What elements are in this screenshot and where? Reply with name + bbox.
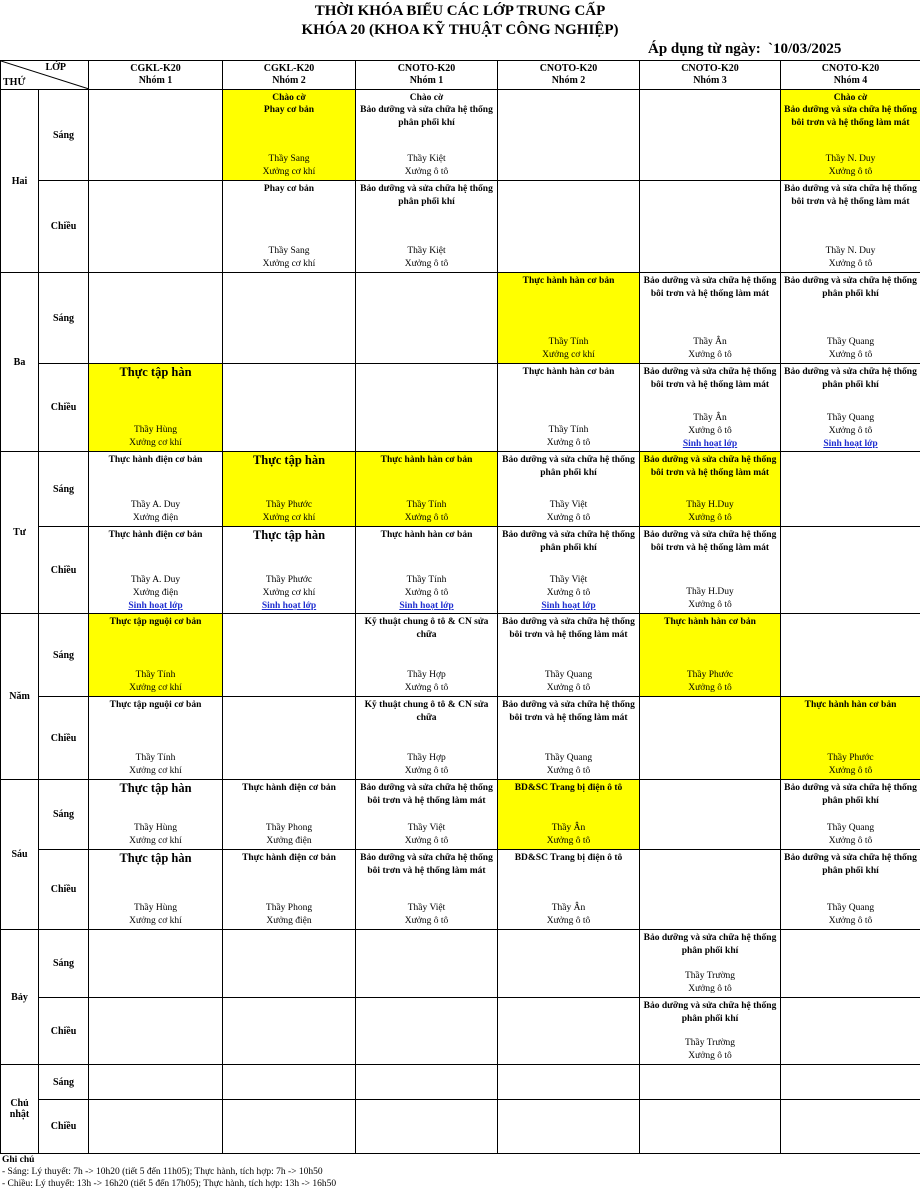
schedule-cell (498, 364, 640, 452)
subject-name: Thực hành điện cơ bản (109, 454, 203, 467)
schedule-cell (356, 90, 498, 181)
location-name: Xưởng ô tô (642, 349, 778, 362)
schedule-cell (223, 998, 356, 1065)
teacher-name: Thầy Kiệt (358, 245, 495, 258)
schedule-cell (223, 850, 356, 930)
title-line-2: KHÓA 20 (KHOA KỸ THUẬT CÔNG NGHIỆP) (0, 21, 920, 40)
teacher-name: Thầy Phong (225, 902, 353, 915)
session-morning-label: Sáng (39, 614, 89, 697)
schedule-cell (640, 452, 781, 527)
session-morning-label: Sáng (39, 780, 89, 850)
teacher-name: Thầy Quang (500, 752, 637, 765)
schedule-cell (356, 364, 498, 452)
location-name: Xưởng ô tô (500, 765, 637, 778)
location-name: Xưởng ô tô (642, 512, 778, 525)
location-name: Xưởng ô tô (358, 765, 495, 778)
subject-name: Phay cơ bản (264, 183, 314, 196)
schedule-cell (781, 181, 920, 273)
subject-name: Thực hành hàn cơ bản (523, 366, 615, 379)
class-meeting-link[interactable]: Sinh hoạt lớp (225, 600, 353, 612)
location-name: Xưởng ô tô (783, 166, 918, 179)
day-row (1, 90, 920, 181)
schedule-cell (781, 930, 920, 998)
class-header-5: CNOTO-K20 Nhóm 3 (640, 61, 781, 90)
schedule-cell (640, 780, 781, 850)
teacher-name: Thầy Hùng (91, 822, 220, 835)
schedule-cell (640, 364, 781, 452)
subject-name: Thực hành hàn cơ bản (381, 454, 473, 467)
subject-name: Kỹ thuật chung ô tô & CN sửa chữa (358, 699, 495, 725)
schedule-cell (781, 998, 920, 1065)
schedule-cell (89, 181, 223, 273)
schedule-cell (498, 527, 640, 614)
subject-name: Bảo dưỡng và sửa chữa hệ thống bôi trơn và hệ thống làm mát (500, 699, 637, 725)
schedule-cell (498, 452, 640, 527)
schedule-cell (498, 998, 640, 1065)
ceremony-label: Chào cờ (410, 92, 444, 104)
location-name: Xưởng ô tô (642, 1050, 778, 1063)
schedule-cell (89, 1065, 223, 1100)
class-header-4: CNOTO-K20 Nhóm 2 (498, 61, 640, 90)
teacher-name: Thầy Phước (225, 499, 353, 512)
day-row (1, 1100, 920, 1154)
teacher-name: Thầy N. Duy (783, 153, 918, 166)
subject-name: Phay cơ bản (264, 104, 314, 117)
corner-class-label: LỚP (45, 62, 66, 73)
subject-name: Bảo dưỡng và sửa chữa hệ thống bôi trơn và hệ thống làm mát (642, 529, 778, 555)
session-afternoon-label: Chiều (39, 697, 89, 780)
location-name: Xưởng ô tô (358, 682, 495, 695)
schedule-cell (223, 780, 356, 850)
day-label: Năm (1, 614, 39, 780)
session-afternoon-label: Chiều (39, 181, 89, 273)
teacher-name: Thầy Tính (358, 574, 495, 587)
subject-name: Thực hành điện cơ bản (109, 529, 203, 542)
schedule-cell (223, 181, 356, 273)
session-morning-label: Sáng (39, 90, 89, 181)
location-name: Xưởng ô tô (783, 915, 918, 928)
location-name: Xưởng cơ khí (225, 258, 353, 271)
location-name: Xưởng ô tô (642, 682, 778, 695)
day-row (1, 364, 920, 452)
teacher-name: Thầy Tính (91, 669, 220, 682)
schedule-cell (89, 90, 223, 181)
location-name: Xưởng ô tô (500, 512, 637, 525)
teacher-name: Thầy H.Duy (642, 499, 778, 512)
location-name: Xưởng ô tô (358, 915, 495, 928)
schedule-cell (89, 1100, 223, 1154)
schedule-cell (89, 527, 223, 614)
schedule-cell (781, 614, 920, 697)
location-name: Xưởng ô tô (358, 835, 495, 848)
schedule-cell (356, 930, 498, 998)
schedule-cell (781, 780, 920, 850)
schedule-cell (781, 850, 920, 930)
schedule-cell (781, 452, 920, 527)
teacher-name: Thầy Việt (358, 902, 495, 915)
day-label: Hai (1, 90, 39, 273)
subject-name: Bảo dưỡng và sửa chữa hệ thống bôi trơn và hệ thống làm mát (358, 852, 495, 878)
teacher-name: Thầy Sang (225, 153, 353, 166)
day-row (1, 930, 920, 998)
notes-line-morning: - Sáng: Lý thuyết: 7h -> 10h20 (tiết 5 đến 11h05); Thực hành, tích hợp: 7h -> 10h50 (2, 1166, 920, 1178)
teacher-name: Thầy Quang (783, 822, 918, 835)
schedule-cell (223, 364, 356, 452)
apply-date-value: `10/03/2025 (768, 41, 841, 58)
schedule-cell (356, 273, 498, 364)
session-afternoon-label: Chiều (39, 364, 89, 452)
teacher-name: Thầy Phước (225, 574, 353, 587)
schedule-cell (640, 614, 781, 697)
teacher-name: Thầy Hợp (358, 669, 495, 682)
apply-date-label: Áp dụng từ ngày: (648, 41, 761, 58)
teacher-name: Thầy Quang (783, 902, 918, 915)
teacher-name: Thầy N. Duy (783, 245, 918, 258)
subject-name: Thực tập nguội cơ bản (110, 699, 202, 712)
teacher-name: Thầy Quang (500, 669, 637, 682)
subject-name: Kỹ thuật chung ô tô & CN sửa chữa (358, 616, 495, 642)
schedule-cell (498, 1100, 640, 1154)
class-meeting-link[interactable]: Sinh hoạt lớp (783, 438, 918, 450)
schedule-cell (498, 850, 640, 930)
subject-name: Bảo dưỡng và sửa chữa hệ thống phân phối khí (358, 183, 495, 209)
location-name: Xưởng ô tô (358, 587, 495, 600)
subject-name: Bảo dưỡng và sửa chữa hệ thống phân phối khí (783, 275, 918, 301)
class-header-3: CNOTO-K20 Nhóm 1 (356, 61, 498, 90)
subject-name: Bảo dưỡng và sửa chữa hệ thống phân phối khí (783, 782, 918, 808)
schedule-cell (781, 697, 920, 780)
teacher-name: Thầy Tính (500, 424, 637, 437)
location-name: Xưởng ô tô (642, 599, 778, 612)
schedule-cell (223, 930, 356, 998)
location-name: Xưởng cơ khí (91, 915, 220, 928)
subject-name: Thực tập hàn (119, 366, 191, 379)
subject-name: Bảo dưỡng và sửa chữa hệ thống phân phối khí (783, 852, 918, 878)
teacher-name: Thầy Phong (225, 822, 353, 835)
schedule-cell (781, 90, 920, 181)
subject-name: Thực hành hàn cơ bản (664, 616, 756, 629)
subject-name: Bảo dưỡng và sửa chữa hệ thống bôi trơn và hệ thống làm mát (500, 616, 637, 642)
schedule-cell (89, 780, 223, 850)
subject-name: Thực tập hàn (253, 454, 325, 467)
subject-name: Bảo dưỡng và sửa chữa hệ thống bôi trơn và hệ thống làm mát (783, 183, 918, 209)
teacher-name: Thầy Trường (642, 970, 778, 983)
schedule-cell (498, 614, 640, 697)
schedule-cell (223, 90, 356, 181)
location-name: Xưởng ô tô (642, 425, 778, 438)
day-label: Tư (1, 452, 39, 614)
schedule-cell (781, 364, 920, 452)
subject-name: Bảo dưỡng và sửa chữa hệ thống bôi trơn và hệ thống làm mát (358, 782, 495, 808)
location-name: Xưởng cơ khí (91, 437, 220, 450)
subject-name: BD&SC Trang bị điện ô tô (515, 782, 623, 795)
subject-name: Bảo dưỡng và sửa chữa hệ thống bôi trơn và hệ thống làm mát (642, 454, 778, 480)
schedule-cell (89, 850, 223, 930)
schedule-cell (356, 614, 498, 697)
location-name: Xưởng cơ khí (91, 765, 220, 778)
subject-name: Thực hành hàn cơ bản (523, 275, 615, 288)
timetable (0, 60, 920, 1154)
day-row (1, 998, 920, 1065)
schedule-cell (640, 273, 781, 364)
session-morning-label: Sáng (39, 452, 89, 527)
schedule-cell (223, 452, 356, 527)
teacher-name: Thầy Tính (91, 752, 220, 765)
schedule-cell (640, 1100, 781, 1154)
notes (0, 1154, 920, 1190)
schedule-cell (356, 998, 498, 1065)
schedule-cell (356, 850, 498, 930)
subject-name: Bảo dưỡng và sửa chữa hệ thống phân phối khí (500, 454, 637, 480)
day-row (1, 1065, 920, 1100)
location-name: Xưởng cơ khí (225, 512, 353, 525)
schedule-cell (223, 527, 356, 614)
subject-name: Thực tập hàn (253, 529, 325, 542)
schedule-cell (640, 930, 781, 998)
schedule-cell (223, 1065, 356, 1100)
location-name: Xưởng ô tô (500, 437, 637, 450)
class-header-6: CNOTO-K20 Nhóm 4 (781, 61, 920, 90)
title-line-1: THỜI KHÓA BIỂU CÁC LỚP TRUNG CẤP (0, 2, 920, 21)
teacher-name: Thầy Ân (500, 822, 637, 835)
location-name: Xưởng ô tô (358, 166, 495, 179)
schedule-cell (781, 273, 920, 364)
schedule-cell (223, 273, 356, 364)
schedule-cell (356, 527, 498, 614)
teacher-name: Thầy Ân (642, 336, 778, 349)
teacher-name: Thầy Kiệt (358, 153, 495, 166)
schedule-cell (640, 527, 781, 614)
ceremony-label: Chào cờ (272, 92, 306, 104)
day-label: Sáu (1, 780, 39, 930)
teacher-name: Thầy Trường (642, 1037, 778, 1050)
day-row (1, 527, 920, 614)
subject-name: Thực tập hàn (119, 852, 191, 865)
day-row (1, 614, 920, 697)
subject-name: BD&SC Trang bị điện ô tô (515, 852, 623, 865)
schedule-cell (89, 998, 223, 1065)
location-name: Xưởng điện (91, 587, 220, 600)
day-label: Chủ nhật (1, 1065, 39, 1154)
teacher-name: Thầy Phước (642, 669, 778, 682)
class-meeting-link[interactable]: Sinh hoạt lớp (642, 438, 778, 450)
schedule-cell (781, 527, 920, 614)
day-label: Ba (1, 273, 39, 452)
subject-name: Thực tập hàn (119, 782, 191, 795)
location-name: Xưởng ô tô (358, 258, 495, 271)
location-name: Xưởng ô tô (642, 983, 778, 996)
teacher-name: Thầy Hùng (91, 902, 220, 915)
teacher-name: Thầy Quang (783, 412, 918, 425)
location-name: Xưởng cơ khí (225, 166, 353, 179)
schedule-cell (223, 614, 356, 697)
teacher-name: Thầy A. Duy (91, 574, 220, 587)
subject-name: Bảo dưỡng và sửa chữa hệ thống bôi trơn và hệ thống làm mát (783, 104, 918, 130)
schedule-cell (223, 1100, 356, 1154)
class-meeting-link[interactable]: Sinh hoạt lớp (358, 600, 495, 612)
schedule-cell (498, 1065, 640, 1100)
schedule-cell (640, 697, 781, 780)
teacher-name: Thầy Việt (500, 574, 637, 587)
session-afternoon-label: Chiều (39, 527, 89, 614)
schedule-cell (640, 90, 781, 181)
teacher-name: Thầy Hùng (91, 424, 220, 437)
location-name: Xưởng điện (91, 512, 220, 525)
schedule-cell (640, 1065, 781, 1100)
session-morning-label: Sáng (39, 273, 89, 364)
teacher-name: Thầy Ân (500, 902, 637, 915)
teacher-name: Thầy Hợp (358, 752, 495, 765)
day-row (1, 181, 920, 273)
subject-name: Bảo dưỡng và sửa chữa hệ thống bôi trơn và hệ thống làm mát (642, 366, 778, 392)
location-name: Xưởng cơ khí (91, 835, 220, 848)
schedule-cell (89, 273, 223, 364)
schedule-cell (781, 1065, 920, 1100)
teacher-name: Thầy Phước (783, 752, 918, 765)
teacher-name: Thầy H.Duy (642, 586, 778, 599)
notes-heading: Ghi chú (2, 1154, 920, 1166)
schedule-cell (498, 90, 640, 181)
subject-name: Thực hành hàn cơ bản (805, 699, 897, 712)
subject-name: Thực hành điện cơ bản (242, 852, 336, 865)
ceremony-label: Chào cờ (834, 92, 868, 104)
location-name: Xưởng cơ khí (500, 349, 637, 362)
location-name: Xưởng ô tô (783, 835, 918, 848)
schedule-cell (356, 452, 498, 527)
session-morning-label: Sáng (39, 930, 89, 998)
location-name: Xưởng điện (225, 835, 353, 848)
schedule-cell (223, 697, 356, 780)
subject-name: Bảo dưỡng và sửa chữa hệ thống bôi trơn và hệ thống làm mát (642, 275, 778, 301)
subject-name: Thực hành điện cơ bản (242, 782, 336, 795)
schedule-cell (640, 850, 781, 930)
subject-name: Bảo dưỡng và sửa chữa hệ thống phân phối khí (500, 529, 637, 555)
schedule-cell (356, 697, 498, 780)
location-name: Xưởng cơ khí (91, 682, 220, 695)
location-name: Xưởng ô tô (783, 765, 918, 778)
schedule-cell (356, 1065, 498, 1100)
teacher-name: Thầy Tính (500, 336, 637, 349)
notes-line-afternoon: - Chiều: Lý thuyết: 13h -> 16h20 (tiết 5 đến 17h05); Thực hành, tích hợp: 13h -> 16h50 (2, 1178, 920, 1190)
class-header-2: CGKL-K20 Nhóm 2 (223, 61, 356, 90)
location-name: Xưởng ô tô (500, 587, 637, 600)
teacher-name: Thầy A. Duy (91, 499, 220, 512)
schedule-cell (356, 181, 498, 273)
teacher-name: Thầy Việt (358, 822, 495, 835)
subject-name: Bảo dưỡng và sửa chữa hệ thống phân phối khí (642, 1000, 778, 1026)
session-afternoon-label: Chiều (39, 1100, 89, 1154)
location-name: Xưởng cơ khí (225, 587, 353, 600)
day-row (1, 697, 920, 780)
subject-name: Thực tập nguội cơ bản (110, 616, 202, 629)
teacher-name: Thầy Ân (642, 412, 778, 425)
location-name: Xưởng ô tô (500, 682, 637, 695)
schedule-cell (640, 181, 781, 273)
day-row (1, 273, 920, 364)
schedule-cell (498, 273, 640, 364)
schedule-cell (89, 364, 223, 452)
schedule-cell (640, 998, 781, 1065)
header-row (1, 61, 920, 90)
schedule-cell (498, 697, 640, 780)
schedule-cell (498, 181, 640, 273)
teacher-name: Thầy Việt (500, 499, 637, 512)
teacher-name: Thầy Tính (358, 499, 495, 512)
teacher-name: Thầy Quang (783, 336, 918, 349)
session-morning-label: Sáng (39, 1065, 89, 1100)
day-row (1, 850, 920, 930)
location-name: Xưởng ô tô (783, 425, 918, 438)
schedule-cell (89, 452, 223, 527)
schedule-cell (498, 780, 640, 850)
class-meeting-link[interactable]: Sinh hoạt lớp (91, 600, 220, 612)
schedule-cell (498, 930, 640, 998)
subject-name: Bảo dưỡng và sửa chữa hệ thống phân phối khí (358, 104, 495, 130)
corner-day-label: THỨ (3, 77, 25, 88)
schedule-cell (89, 697, 223, 780)
location-name: Xưởng điện (225, 915, 353, 928)
subject-name: Bảo dưỡng và sửa chữa hệ thống phân phối khí (642, 932, 778, 958)
session-afternoon-label: Chiều (39, 850, 89, 930)
class-meeting-link[interactable]: Sinh hoạt lớp (500, 600, 637, 612)
teacher-name: Thầy Sang (225, 245, 353, 258)
location-name: Xưởng ô tô (783, 258, 918, 271)
apply-row (0, 40, 920, 60)
schedule-cell (89, 614, 223, 697)
subject-name: Bảo dưỡng và sửa chữa hệ thống phân phối khí (783, 366, 918, 392)
location-name: Xưởng ô tô (783, 349, 918, 362)
subject-name: Thực hành hàn cơ bản (381, 529, 473, 542)
location-name: Xưởng ô tô (500, 835, 637, 848)
day-row (1, 452, 920, 527)
schedule-cell (356, 780, 498, 850)
location-name: Xưởng ô tô (500, 915, 637, 928)
day-row (1, 780, 920, 850)
schedule-cell (356, 1100, 498, 1154)
class-header-1: CGKL-K20 Nhóm 1 (89, 61, 223, 90)
session-afternoon-label: Chiều (39, 998, 89, 1065)
day-label: Bảy (1, 930, 39, 1065)
location-name: Xưởng ô tô (358, 512, 495, 525)
header-corner (1, 61, 89, 90)
schedule-cell (781, 1100, 920, 1154)
schedule-cell (89, 930, 223, 998)
